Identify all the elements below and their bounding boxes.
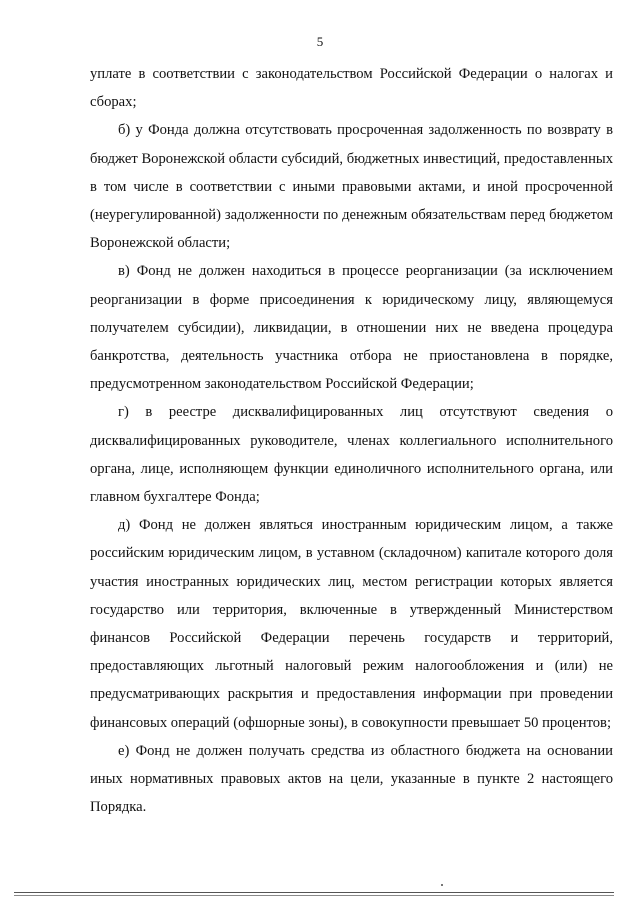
document-body [90,60,613,821]
page-number: 5 [316,34,324,49]
scan-edge-line-secondary [14,895,614,896]
paragraph-e: е) Фонд не должен получать средства из областного бюджета на основании иных нормативных правовых актов на цели, указанные в пункте 2 настоящего Порядка. [90,742,613,816]
paragraph-d: д) Фонд не должен являться иностранным юридическим лицом, а также российским юридическим лицом, в уставном (складочном) капитале которого доля участия иностранных юридических лиц, местом регистрации которых является государство или территория, включенные в утвержденный Министерством финансов Российской Федерации перечень государств и территорий, предоставляющих льготный налоговый режим налогообложения и (или) не предусматривающих раскрытия и предоставления информации при проведении финансовых операций (офшорные зоны), в совокупности превышает 50 процентов; [90,517,613,731]
paragraph-g: г) в реестре дисквалифицированных лиц отсутствуют сведения о дисквалифицированных руководителе, членах коллегиального исполнительного органа, лице, исполняющем функции единоличного исполнительного органа, или главном бухгалтере Фонда; [90,404,613,506]
scan-edge-line [14,892,614,893]
paragraph-v: в) Фонд не должен находиться в процессе реорганизации (за исключением реорганизации в форме присоединения к юридическому лицу, являющемуся получателем субсидии), ликвидации, в отношении них не введена процедура банкротства, деятельность участника отбора не приостановлена в порядке, предусмотренном законодательством Российской Федерации; [90,263,613,393]
paragraph-intro-continuation: уплате в соответствии с законодательством Российской Федерации о налогах и сборах; [90,66,613,111]
scan-speck [441,884,443,886]
paragraph-b: б) у Фонда должна отсутствовать просроченная задолженность по возврату в бюджет Воронежской области субсидий, бюджетных инвестиций, предоставленных в том числе в соответствии с иными правовыми актами, и иной просроченной (неурегулированной) задолженности по денежным обязательствам перед бюджетом Воронежской области; [90,122,613,252]
